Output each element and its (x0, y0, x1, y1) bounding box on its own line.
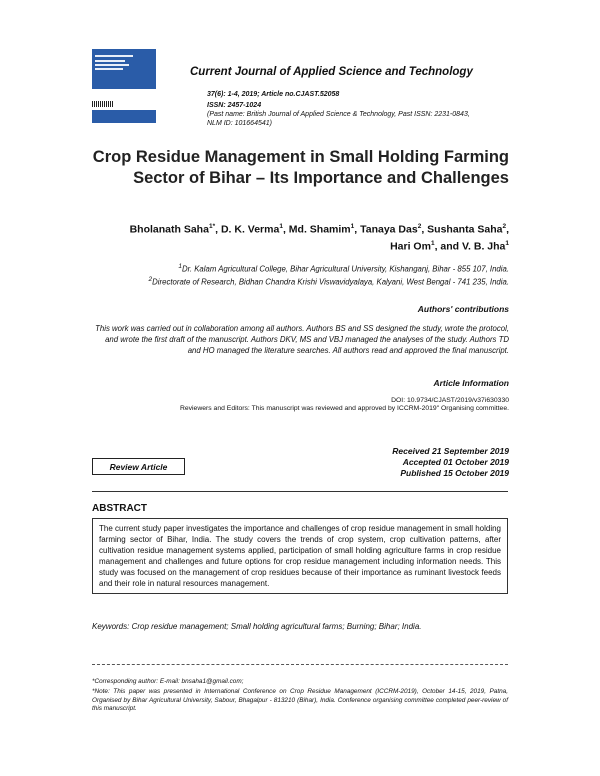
conference-note: *Note: This paper was presented in International Conference on Crop Residue Management (ICCRM-2019), October 14-15, 2019, Patna, Organised by Bihar Agricultural University, Sabour, Bhagalpur - 813210 (Bihar), India. Conference organising committee completed peer-review of this manuscript. (92, 688, 508, 712)
corresponding-author-note: *Corresponding author: E-mail: bnsaha1@gmail.com; (92, 678, 244, 685)
article-type-badge: Review Article (92, 458, 185, 475)
journal-issue: 37(6): 1-4, 2019; Article no.CJAST.52058 (207, 91, 340, 98)
journal-banner-thumbnail (92, 110, 156, 123)
journal-nlm-id: NLM ID: 101664541) (207, 120, 272, 127)
accepted-date: Accepted 01 October 2019 (402, 457, 509, 467)
journal-title: Current Journal of Applied Science and Technology (190, 66, 473, 78)
affiliations: $^1$Dr. Kalam Agricultural College, Bihar Agricultural University, Kishanganj, Bihar - 855 107, India. $^2$Directorate of Research, Bidhan Chandra Krishi Viswavidyalaya, Kalyani, West Bengal - 741 235, India. (148, 263, 509, 287)
received-date: Received 21 September 2019 (392, 446, 509, 456)
keywords: Keywords: Crop residue management; Small holding agricultural farms; Burning; Bihar; India. (92, 622, 422, 631)
journal-issn: ISSN: 2457-1024 (207, 102, 262, 109)
author-affiliation-mark: 1 (505, 239, 509, 247)
barcode-icon (92, 101, 114, 107)
publication-dates (392, 446, 509, 479)
author-name: Sushanta Saha (427, 223, 503, 236)
author-affiliation-mark: 2 (502, 223, 507, 230)
author-list: Bholanath Saha$^{1*}$, D. K. Verma$^1$, Md. Shamim$^1$, Tanaya Das$^2$, Sushanta Saha$^2$, Hari Om$^1$, and V. B. Jha$^1$ (129, 223, 509, 252)
author-affiliation-mark: 1 (430, 239, 435, 247)
abstract-text: The current study paper investigates the importance and challenges of crop residue management in small holding farming sector of Bihar, India. The study covers the trends of crop system, crop cultivation patterns, after cultivation residue management systems applied, participation of small holding agriculture farms in crop residue management and challenges and future options for crop residue management including information needs. This study was focused on the management of crop residues because of their importance as ruminant livestock feeds and their role in natural resources management. (92, 518, 508, 594)
journal-cover-thumbnail (92, 49, 156, 89)
author-affiliation-mark: 1 (350, 223, 355, 230)
article-info-heading: Article Information (433, 378, 509, 388)
published-date: Published 15 October 2019 (400, 468, 509, 478)
author-name: Md. Shamim (288, 223, 351, 236)
affiliation-text: Dr. Kalam Agricultural College, Bihar Agricultural University, Kishanganj, Bihar - 855 107, India. (181, 264, 509, 274)
contributions-heading: Authors' contributions (417, 304, 509, 314)
abstract-heading: ABSTRACT (92, 503, 147, 514)
author-name: V. B. Jha (461, 240, 506, 252)
author-name: Hari Om (390, 240, 431, 252)
footnote-divider (92, 664, 508, 665)
author-affiliation-mark: 2 (417, 223, 422, 230)
author-affiliation-mark: 1 (279, 223, 283, 230)
contributions-text: This work was carried out in collaboration among all authors. Authors BS and SS designed the study, wrote the protocol, and wrote the first draft of the manuscript. Authors DKV, MS and VBJ managed the analyses of the study. Authors TD and HO managed the literature searches. All authors read and approved the final manuscript. (95, 324, 509, 355)
author-name: Tanaya Das (360, 223, 418, 236)
section-divider (92, 491, 508, 492)
author-affiliation-mark: 1* (208, 223, 216, 230)
author-name: D. K. Verma (220, 223, 280, 236)
author-name: Bholanath Saha (129, 223, 209, 236)
journal-past-name: (Past name: British Journal of Applied Science & Technology, Past ISSN: 2231-0843, (207, 111, 470, 118)
doi-link[interactable]: DOI: 10.9734/CJAST/2019/v37i630330 (391, 397, 509, 404)
paper-title: Crop Residue Management in Small Holding Farming Sector of Bihar – Its Importance and Challenges (92, 148, 509, 187)
affiliation-text: Directorate of Research, Bidhan Chandra Krishi Viswavidyalaya, Kalyani, West Bengal - 741 235, India. (152, 277, 509, 287)
editors-note: Reviewers and Editors: This manuscript was reviewed and approved by ICCRM-2019" Organising committee. (179, 405, 509, 412)
